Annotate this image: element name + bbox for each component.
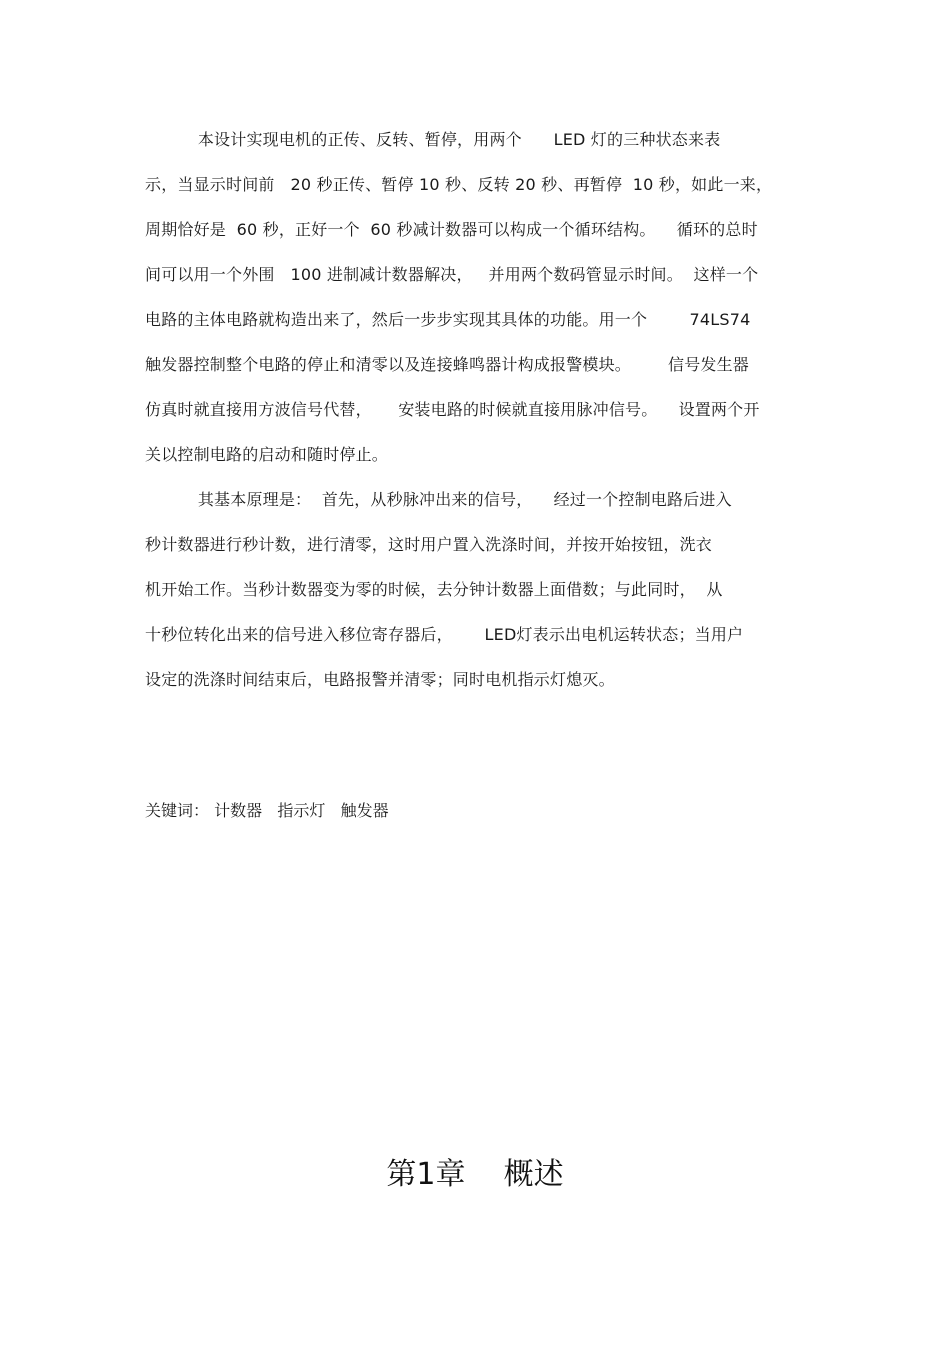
keywords-line: 关键词： 计数器 指示灯 触发器 (145, 801, 389, 820)
paragraph-2-line-5: 设定的洗涤时间结束后，电路报警并清零；同时电机指示灯熄灭。 (145, 670, 615, 689)
paragraph-2-line-1: 其基本原理是： 首先，从秒脉冲出来的信号， 经过一个控制电路后进入 (145, 490, 732, 509)
paragraph-1-line-2: 示，当显示时间前 20 秒正传、暂停 10 秒、反转 20 秒、再暂停 10 秒，如此一来， (145, 175, 773, 194)
chapter-heading: 第1章 概述 (386, 1157, 564, 1192)
paragraph-1-line-8: 关以控制电路的启动和随时停止。 (145, 445, 389, 464)
paragraph-1-line-3: 周期恰好是 60 秒，正好一个 60 秒减计数器可以构成一个循环结构。 循环的总时 (145, 220, 758, 239)
paragraph-1-line-5: 电路的主体电路就构造出来了，然后一步步实现其具体的功能。用一个 74LS74 (145, 310, 751, 329)
paragraph-2-line-3: 机开始工作。当秒计数器变为零的时候，去分钟计数器上面借数；与此同时， 从 (145, 580, 723, 599)
paragraph-1-line-4: 间可以用一个外围 100 进制减计数器解决， 并用两个数码管显示时间。 这样一个 (145, 265, 759, 284)
paragraph-2-line-4: 十秒位转化出来的信号进入移位寄存器后， LED灯表示出电机运转状态；当用户 (145, 625, 744, 644)
paragraph-1-line-7: 仿真时就直接用方波信号代替， 安装电路的时候就直接用脉冲信号。 设置两个开 (145, 400, 760, 419)
paragraph-1-line-6: 触发器控制整个电路的停止和清零以及连接蜂鸣器计构成报警模块。 信号发生器 (145, 355, 750, 374)
paragraph-1-line-1: 本设计实现电机的正传、反转、暂停，用两个 LED 灯的三种状态来表 (145, 130, 721, 149)
paragraph-2-line-2: 秒计数器进行秒计数，进行清零，这时用户置入洗涤时间，并按开始按钮，洗衣 (145, 535, 713, 554)
